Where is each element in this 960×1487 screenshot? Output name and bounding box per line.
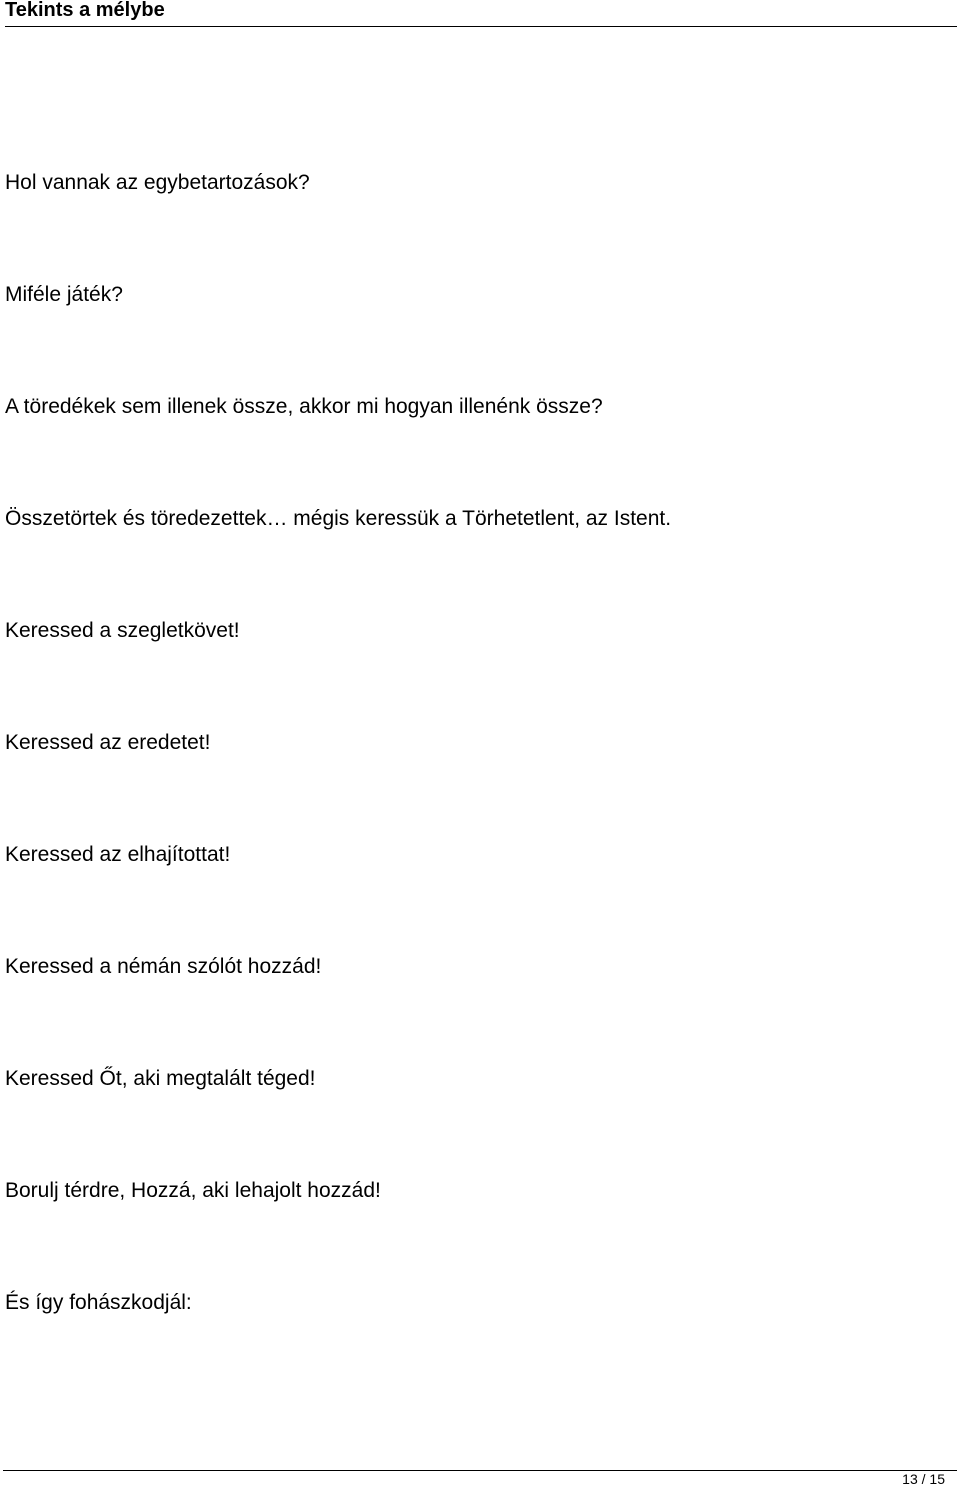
paragraph-9: Keressed Őt, aki megtalált téged! [5,1067,316,1090]
paragraph-8: Keressed a némán szólót hozzád! [5,955,322,978]
paragraph-6: Keressed az eredetet! [5,731,211,754]
page-header [5,0,957,27]
paragraph-10: Borulj térdre, Hozzá, aki lehajolt hozzád! [5,1179,381,1202]
footer-divider [3,1470,957,1471]
document-title: Tekints a mélybe [5,0,165,21]
paragraph-3: A töredékek sem illenek össze, akkor mi hogyan illenénk össze? [5,395,603,418]
paragraph-11: És így fohászkodjál: [5,1291,192,1314]
paragraph-4: Összetörtek és töredezettek… mégis keressük a Törhetetlent, az Istent. [5,507,672,530]
paragraph-1: Hol vannak az egybetartozások? [5,171,310,194]
paragraph-7: Keressed az elhajítottat! [5,843,231,866]
page-number: 13 / 15 [902,1471,945,1487]
paragraph-2: Miféle játék? [5,283,123,306]
paragraph-5: Keressed a szegletkövet! [5,619,240,642]
